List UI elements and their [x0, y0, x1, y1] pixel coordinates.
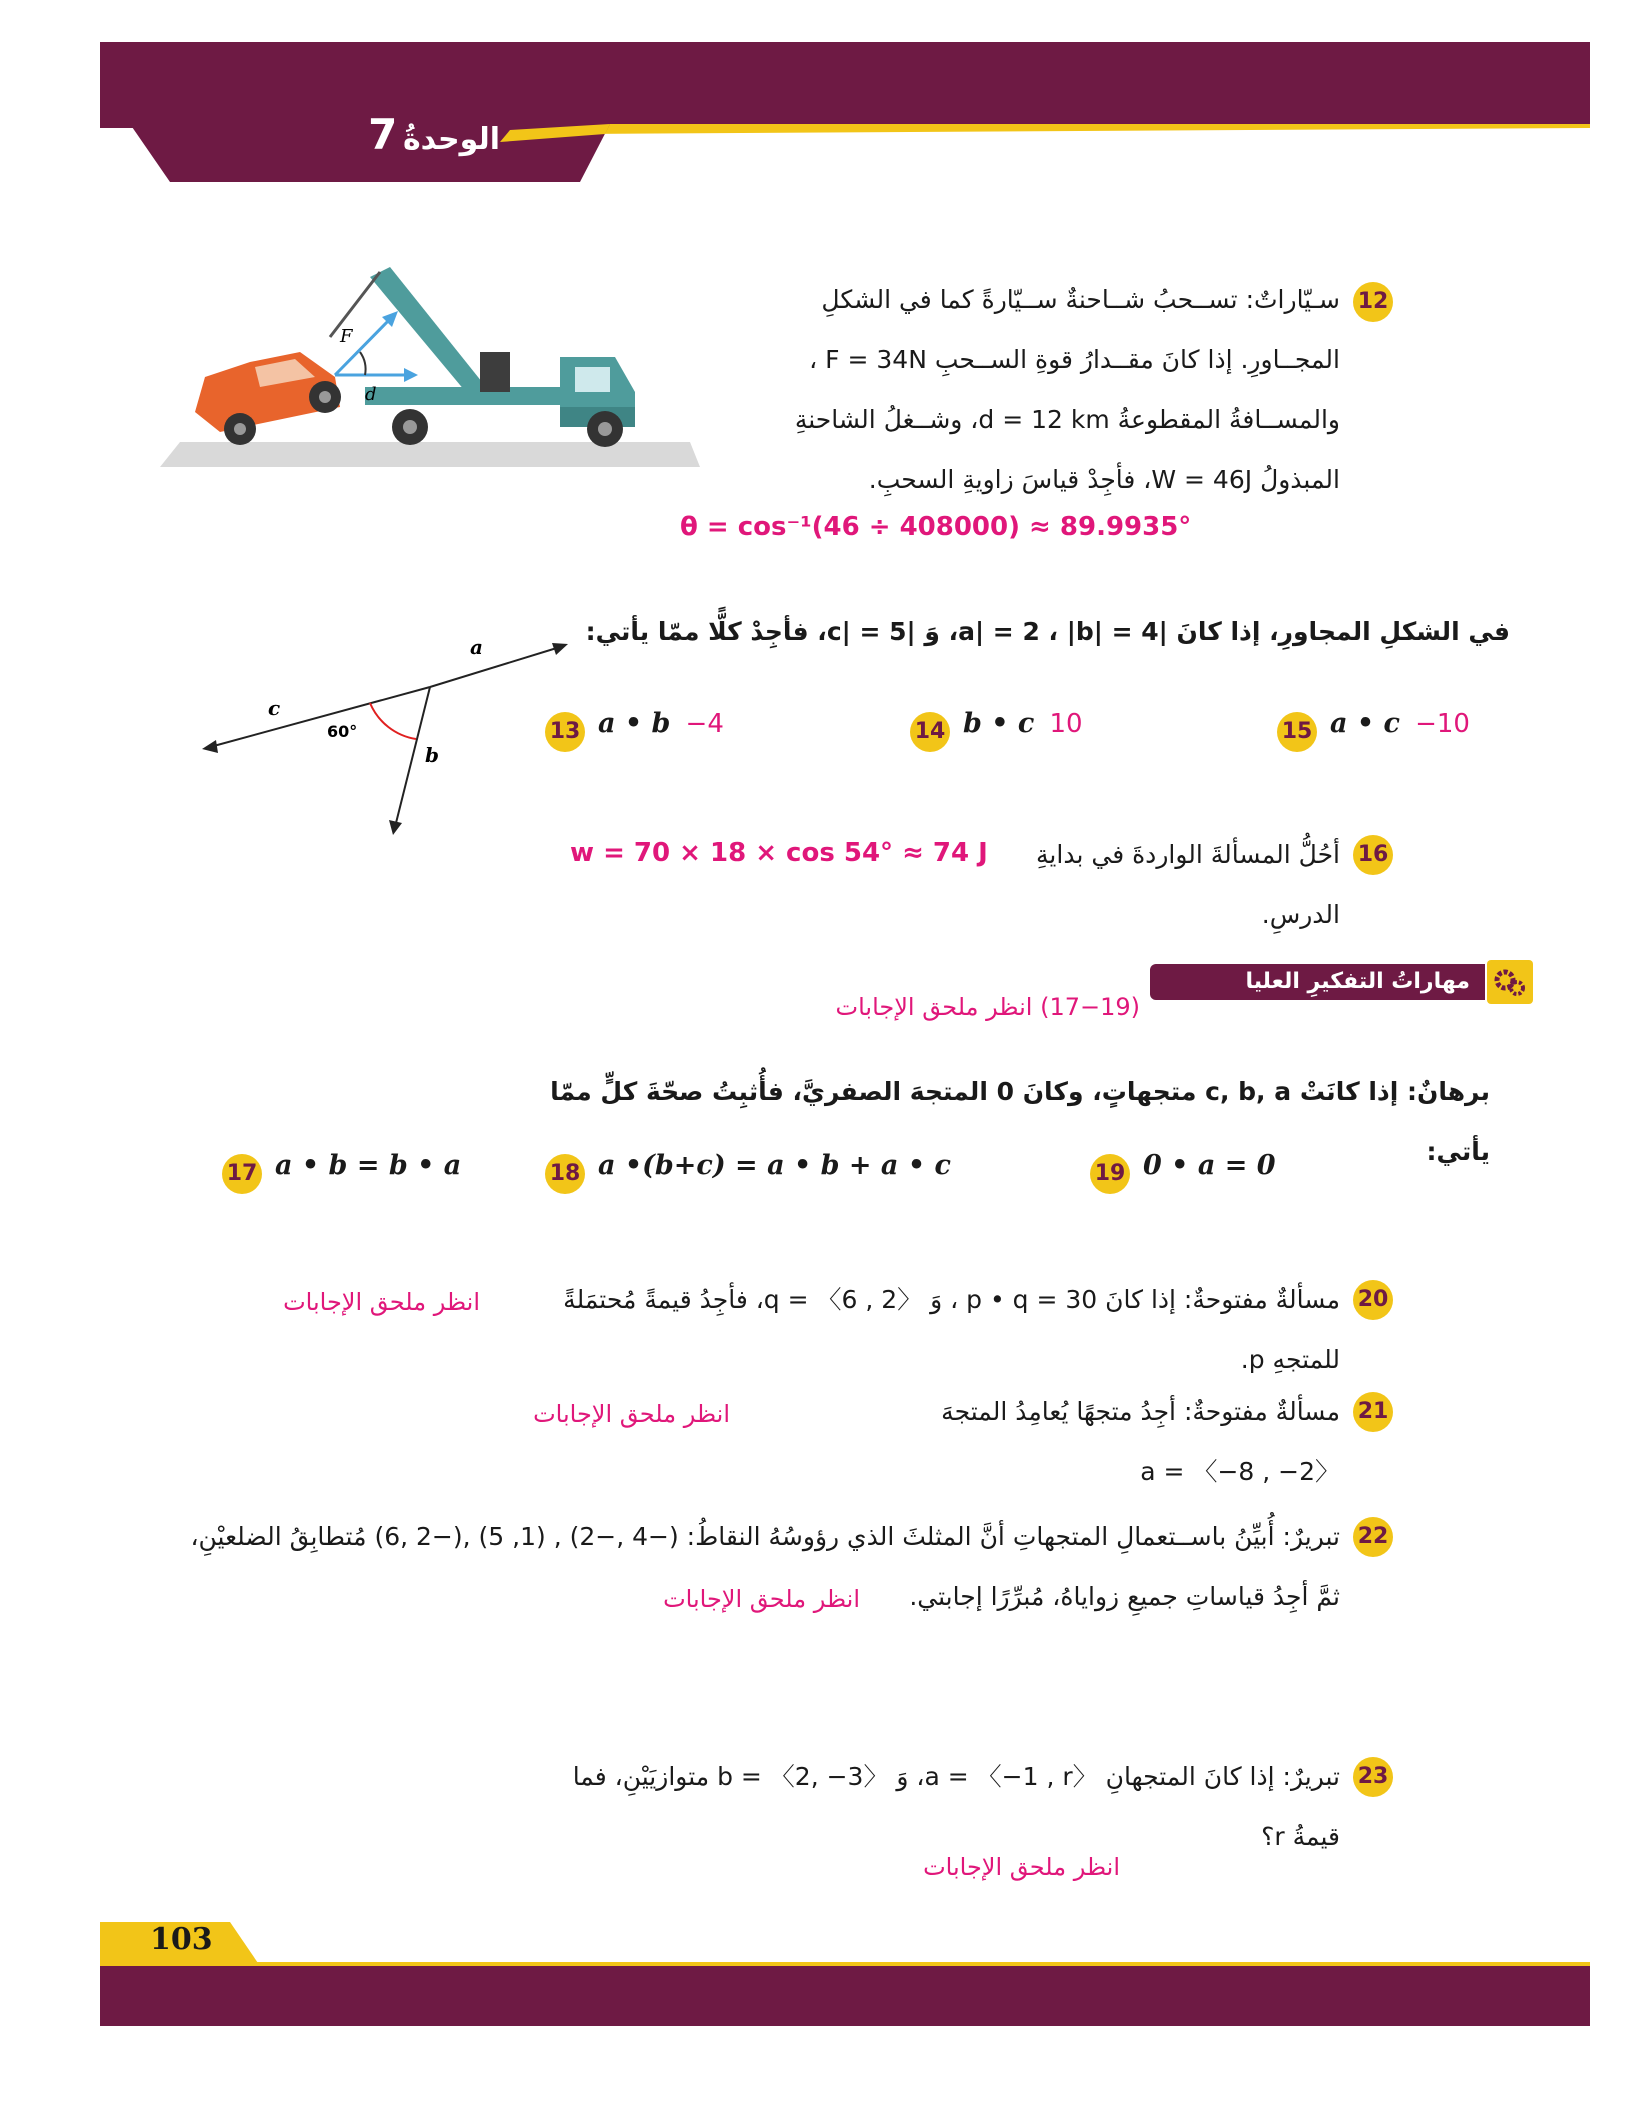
- question-20-text: مسألةٌ مفتوحةٌ: إذا كانَ p • q = 30 ، وَ q = 〈6 , 2〉، فأجِدُ قيمةً مُحتمَلةً للمتجهِ p.: [563, 1285, 1340, 1374]
- question-14-answer: 10: [1049, 709, 1083, 739]
- question-14-expr: b • c: [963, 708, 1035, 739]
- force-label: F: [340, 326, 353, 347]
- question-13-expr: a • b: [598, 708, 671, 739]
- question-12-answer: θ = cos⁻¹(46 ÷ 408000) ≈ 89.9935°: [680, 512, 1192, 542]
- question-13: [598, 708, 778, 739]
- question-15: [1330, 708, 1530, 739]
- tow-truck-figure: [160, 257, 720, 487]
- question-12-line: المجــاورِ. إذا كانَ مقــدارُ قوةِ الســحبِ F = 34N ،: [809, 345, 1340, 374]
- question-number-13: 13: [545, 712, 585, 752]
- question-number-16: 16: [1353, 835, 1393, 875]
- proof-intro: برهانٌ: إذا كانَتْ c, b, a متجهاتٍ، وكانَ 0 المتجهَ الصفريَّ، فأُثبِتُ صحّةَ كلٍّ ممّا يأتي:: [550, 1077, 1490, 1166]
- hots-heading: [1150, 960, 1540, 1004]
- vector-b-label: b: [425, 743, 439, 767]
- unit-label: الوحدةُ: [402, 122, 500, 157]
- hots-note: (17−19) انظر ملحق الإجابات: [835, 993, 1140, 1021]
- question-number-23: 23: [1353, 1757, 1393, 1797]
- question-number-15: 15: [1277, 712, 1317, 752]
- question-number-19: 19: [1090, 1154, 1130, 1194]
- question-23-answer: انظر ملحق الإجابات: [923, 1853, 1120, 1881]
- question-15-answer: −10: [1415, 709, 1470, 739]
- question-22-line2: ثمَّ أجِدُ قياساتِ جميعِ زواياهُ، مُبرِّرًا إجابتي.: [909, 1582, 1340, 1611]
- angle-label: 60°: [327, 722, 358, 741]
- unit-title: [250, 110, 500, 170]
- question-number-14: 14: [910, 712, 950, 752]
- question-number-18: 18: [545, 1154, 585, 1194]
- footer-accent: [100, 1912, 1590, 2026]
- question-17-expr: a • b = b • a: [275, 1150, 462, 1181]
- question-number-20: 20: [1353, 1280, 1393, 1320]
- question-number-21: 21: [1353, 1392, 1393, 1432]
- question-16-answer: w = 70 × 18 × cos 54° ≈ 74 J: [570, 838, 988, 868]
- gears-icon: [1492, 965, 1528, 999]
- question-19-expr: 0 • a = 0: [1143, 1150, 1276, 1181]
- question-18-expr: a •(b+c) = a • b + a • c: [598, 1150, 951, 1181]
- question-23-text: تبريرٌ: إذا كانَ المتجهانِ a = 〈−1 , r〉، وَ b = 〈2, −3〉 متوازيَيْنِ، فما قيمةُ r؟: [572, 1762, 1340, 1851]
- question-number-17: 17: [222, 1154, 262, 1194]
- question-20-answer: انظر ملحق الإجابات: [283, 1288, 480, 1316]
- vectors-intro: في الشكلِ المجاورِ، إذا كانَ |a| = 2 ، |b| = 4، وَ |c| = 5، فأجِدْ كلًّا ممّا يأتي:: [585, 617, 1510, 646]
- question-21-text: مسألةٌ مفتوحةٌ: أجِدُ متجهًا يُعامِدُ المتجهَ a = 〈−8 , −2〉: [941, 1397, 1340, 1486]
- question-number-12: 12: [1353, 282, 1393, 322]
- question-22-answer: انظر ملحق الإجابات: [663, 1585, 860, 1613]
- question-13-answer: −4: [685, 709, 724, 739]
- textbook-page: [100, 42, 1590, 2026]
- page-number: 103: [150, 1922, 213, 1957]
- hots-title: مهاراتُ التفكيرِ العليا: [1245, 969, 1470, 994]
- question-12-text: [780, 270, 1340, 510]
- vector-c-label: c: [268, 696, 281, 720]
- question-number-22: 22: [1353, 1517, 1393, 1557]
- question-14: [963, 708, 1143, 739]
- distance-label: d: [365, 384, 377, 405]
- question-21-answer: انظر ملحق الإجابات: [533, 1400, 730, 1428]
- question-16-text: أحُلُّ المسألةَ الواردةَ في بدايةِ الدرسِ.: [1036, 840, 1340, 929]
- vector-figure: [180, 587, 600, 837]
- question-12-line: المبذولُ W = 46J، فأجِدْ قياسَ زاويةِ السحبِ.: [868, 465, 1340, 494]
- question-15-expr: a • c: [1330, 708, 1400, 739]
- question-12-line: سـيّاراتٌ: تســحبُ شــاحنةٌ ســيّارةً كما في الشكلِ: [821, 285, 1340, 314]
- vector-a-label: a: [470, 635, 483, 659]
- question-12-line: والمســافةُ المقطوعةُ d = 12 km، وشــغلُ الشاحنةِ: [794, 405, 1340, 434]
- unit-number: 7: [368, 110, 398, 159]
- question-22-line1: تبريرٌ: أُبيِّنُ باســتعمالِ المتجهاتِ أنَّ المثلثَ الذي رؤوسُهُ النقاطُ: (−4 ,−2) , (1, 5) ,(−2 ,6) مُتطابِقُ الضلعيْنِ،: [190, 1522, 1340, 1551]
